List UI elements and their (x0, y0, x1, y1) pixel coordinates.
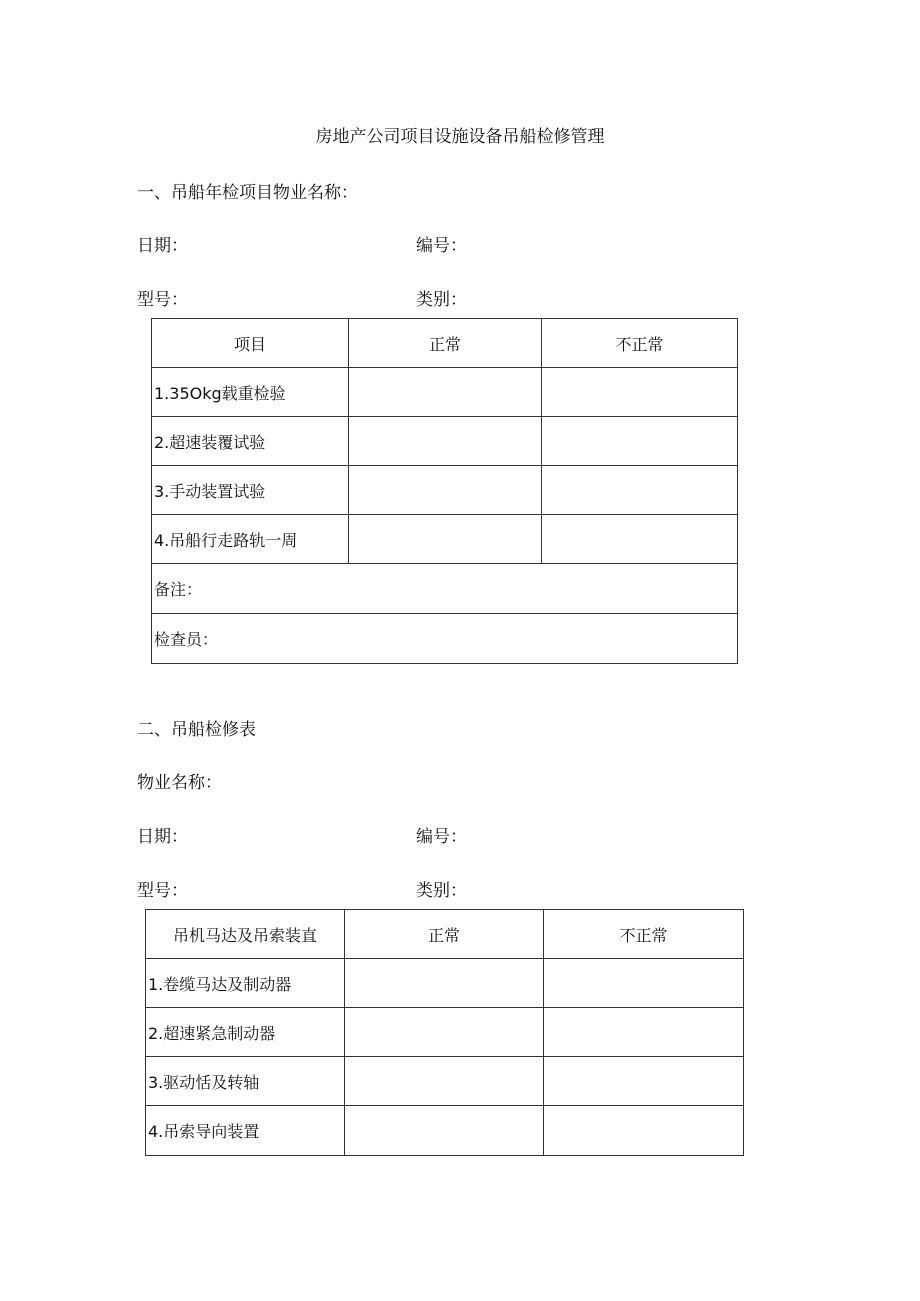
table-row (146, 959, 744, 1008)
table-row (152, 368, 738, 417)
abnormal-cell[interactable] (544, 959, 744, 1008)
abnormal-cell[interactable] (544, 1106, 744, 1156)
table-row (146, 1057, 744, 1106)
row-label: 3.驱动恬及转轴 (146, 1057, 345, 1106)
table-row (146, 1106, 744, 1156)
abnormal-cell[interactable] (542, 466, 738, 515)
normal-cell[interactable] (345, 1106, 544, 1156)
header-abnormal: 不正常 (544, 910, 744, 959)
abnormal-cell[interactable] (542, 368, 738, 417)
annual-inspection-table (151, 318, 738, 664)
maintenance-table (145, 909, 744, 1156)
normal-cell[interactable] (349, 515, 542, 564)
table-row (152, 417, 738, 466)
section1-date-label: 日期： (137, 236, 188, 256)
row-label: 4.吊索导向装置 (146, 1106, 345, 1156)
row-label: 3.手动装置试验 (152, 466, 349, 515)
normal-cell[interactable] (349, 417, 542, 466)
normal-cell[interactable] (345, 959, 544, 1008)
header-normal: 正常 (349, 319, 542, 368)
section2-number-label: 编号： (416, 827, 467, 847)
table-row (152, 515, 738, 564)
normal-cell[interactable] (349, 466, 542, 515)
row-label: 1.卷缆马达及制动器 (146, 959, 345, 1008)
section2-category-label: 类别： (416, 881, 467, 901)
normal-cell[interactable] (345, 1057, 544, 1106)
abnormal-cell[interactable] (544, 1057, 744, 1106)
row-label: 2.超速装覆试验 (152, 417, 349, 466)
inspector-label: 检查员： (152, 614, 738, 664)
section1-category-label: 类别： (416, 290, 467, 310)
normal-cell[interactable] (345, 1008, 544, 1057)
remarks-label: 备注： (152, 564, 738, 614)
section2-property-label: 物业名称： (137, 773, 222, 793)
section2-date-label: 日期： (137, 827, 188, 847)
normal-cell[interactable] (349, 368, 542, 417)
section1-heading: 一、吊船年检项目物业名称： (137, 183, 358, 203)
table-row (152, 466, 738, 515)
remarks-row (152, 564, 738, 614)
section1-model-label: 型号： (137, 290, 188, 310)
section1-number-label: 编号： (416, 236, 467, 256)
section2-heading: 二、吊船检修表 (137, 720, 256, 740)
abnormal-cell[interactable] (544, 1008, 744, 1057)
row-label: 2.超速紧急制动器 (146, 1008, 345, 1057)
section2-model-label: 型号： (137, 881, 188, 901)
page-title: 房地产公司项目设施设备吊船检修管理 (315, 127, 605, 147)
abnormal-cell[interactable] (542, 417, 738, 466)
table-header-row (152, 319, 738, 368)
table-row (146, 1008, 744, 1057)
abnormal-cell[interactable] (542, 515, 738, 564)
table-header-row (146, 910, 744, 959)
inspector-row (152, 614, 738, 664)
header-item: 项目 (152, 319, 349, 368)
header-normal: 正常 (345, 910, 544, 959)
header-abnormal: 不正常 (542, 319, 738, 368)
row-label: 1.35Okg载重检验 (152, 368, 349, 417)
row-label: 4.吊船行走路轨一周 (152, 515, 349, 564)
header-motor-cable: 吊机马达及吊索装直 (146, 910, 345, 959)
